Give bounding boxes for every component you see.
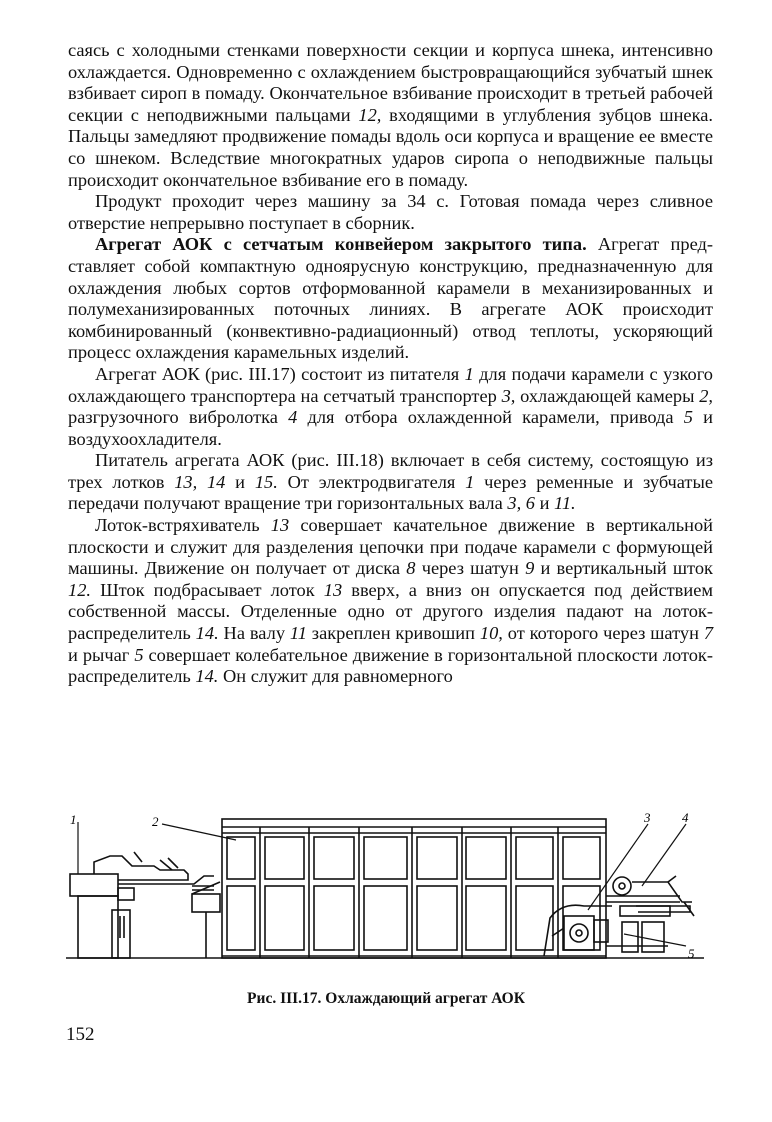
figure-reference: 13 <box>270 515 290 536</box>
section-heading: Агрегат АОК с сетчатым конвейером закрытого типа. <box>95 234 587 255</box>
paragraph-1 <box>68 40 713 191</box>
figure-reference: 13 <box>323 579 343 600</box>
text-run: саясь с холодными стенками поверхности секции и корпуса шнека, интенсивно охлаждается. Одновременно с охлаждением быстровращающийся зубчатый шнек взбивает сироп в помаду. Окончательное взбивание происходит в третьей рабочей секции с неподвижными пальцами <box>68 40 713 125</box>
text-run: входящими в углубления зубцов шнека. Пальцы замедляют продвижение помады вдоль оси корпуса и вращение ее вместе со шнеком. Вследствие многократных ударов сиропа о неподвижные пальцы происходит окончательное взбивание его в помаду. <box>68 104 714 190</box>
text-run: совершает колебательное движение в горизонтальной плоскости лоток-распределитель <box>68 644 713 687</box>
text-run: Он служит для равномерного <box>218 666 453 687</box>
paragraph-3 <box>68 234 713 364</box>
figure-reference: 3, <box>501 385 516 406</box>
text-run: и <box>534 493 555 514</box>
text-run: и воздухоохладителя. <box>68 407 713 449</box>
text-run: и вертикальный шток <box>534 558 713 579</box>
callout-5: 5 <box>688 946 695 961</box>
callout-1: 1 <box>70 812 77 827</box>
text-run: через шатун <box>415 558 526 579</box>
text-run: Шток подбрасывает лоток <box>91 579 324 600</box>
text-run: для отбора охлажденной карамели, привода <box>297 407 684 428</box>
text-run: охлаждающей камеры <box>515 385 700 406</box>
cooling-chamber-drawing <box>222 819 606 958</box>
page-number: 152 <box>66 1024 95 1045</box>
text-run: вверх, а вниз он опускается под действием собственной массы. Отделенные одно от другого изделия падают на лоток-распределитель <box>68 579 714 644</box>
paragraph-5 <box>68 450 713 515</box>
figure-reference: 1 <box>464 363 474 384</box>
text-run: Лоток-встряхиватель <box>95 515 271 536</box>
figure-cooling-unit <box>64 806 714 981</box>
text-run: для подачи карамели с узкого охлаждающего транспортера на сетчатый транспортер <box>68 363 714 406</box>
text-run: и <box>225 471 255 492</box>
text-run: от которого через шатун <box>502 623 704 644</box>
figure-reference: 2, <box>699 385 713 406</box>
figure-reference: 4 <box>288 407 298 428</box>
figure-reference: 9 <box>525 558 535 579</box>
figure-reference: 11 <box>289 623 307 644</box>
figure-reference: 7 <box>703 623 714 644</box>
figure-reference: 10, <box>479 623 503 644</box>
figure-reference: 14. <box>195 666 219 687</box>
callout-4: 4 <box>682 810 689 825</box>
figure-reference: 12, <box>358 104 382 125</box>
figure-reference: 15. <box>254 471 278 492</box>
figure-reference: 11. <box>554 493 576 514</box>
figure-reference: 5 <box>683 407 693 428</box>
figure-reference: 8 <box>406 558 416 579</box>
text-run: Питатель агрегата АОК (рис. III.18) включает в себя систему, состоящую из трех лотков <box>68 450 713 492</box>
text-run: совершает качательное движение в вертикальной плоскости и служит для разделения цепочки при подаче карамели с формующей машины. Движение он получает от диска <box>68 515 713 579</box>
figure-caption: Рис. III.17. Охлаждающий агрегат АОК <box>247 990 525 1007</box>
text-run: закреплен кривошип <box>306 623 480 644</box>
text-run: Агрегат АОК (рис. III.17) состоит из питателя <box>95 363 465 384</box>
figure-reference: 12. <box>68 579 91 600</box>
figure-reference: 14. <box>195 623 219 644</box>
text-run: Продукт проходит через машину за 34 с. Готовая помада через сливное отверстие непрерывно поступает в сборник. <box>68 191 713 233</box>
cooling-unit-drawing <box>64 806 714 981</box>
paragraph-2 <box>68 191 713 234</box>
drive-drawing <box>544 877 680 956</box>
text-run: Агрегат представляет собой компактную одноярусную конструкцию, предназначенную для охлаждения любых сортов отформованной карамели в механизированных и полумеханизированных поточных линиях. В агрегате АОК происходит комбинированный (конвективно-радиационный) отвод теплоты, ускоряющий процесс охлаждения карамельных изделий. <box>68 234 713 363</box>
text-run: От электродвигателя <box>277 471 466 492</box>
body-text <box>68 40 713 688</box>
paragraph-4 <box>68 364 713 450</box>
figure-reference: 13, 14 <box>174 471 226 492</box>
callout-3: 3 <box>644 810 651 825</box>
figure-reference: 1 <box>465 471 475 492</box>
feeder-drawing <box>70 852 220 958</box>
paragraph-6 <box>68 515 713 688</box>
figure-reference: 5 <box>134 644 144 665</box>
text-run: разгрузочного вибролотка <box>68 407 289 428</box>
text-run: На валу <box>218 623 290 644</box>
figure-reference: 3, 6 <box>507 493 535 514</box>
callout-2: 2 <box>152 814 159 829</box>
text-run: и рычаг <box>68 644 135 665</box>
text-run: через ременные и зубчатые передачи получают вращение три горизонтальных вала <box>68 471 713 514</box>
